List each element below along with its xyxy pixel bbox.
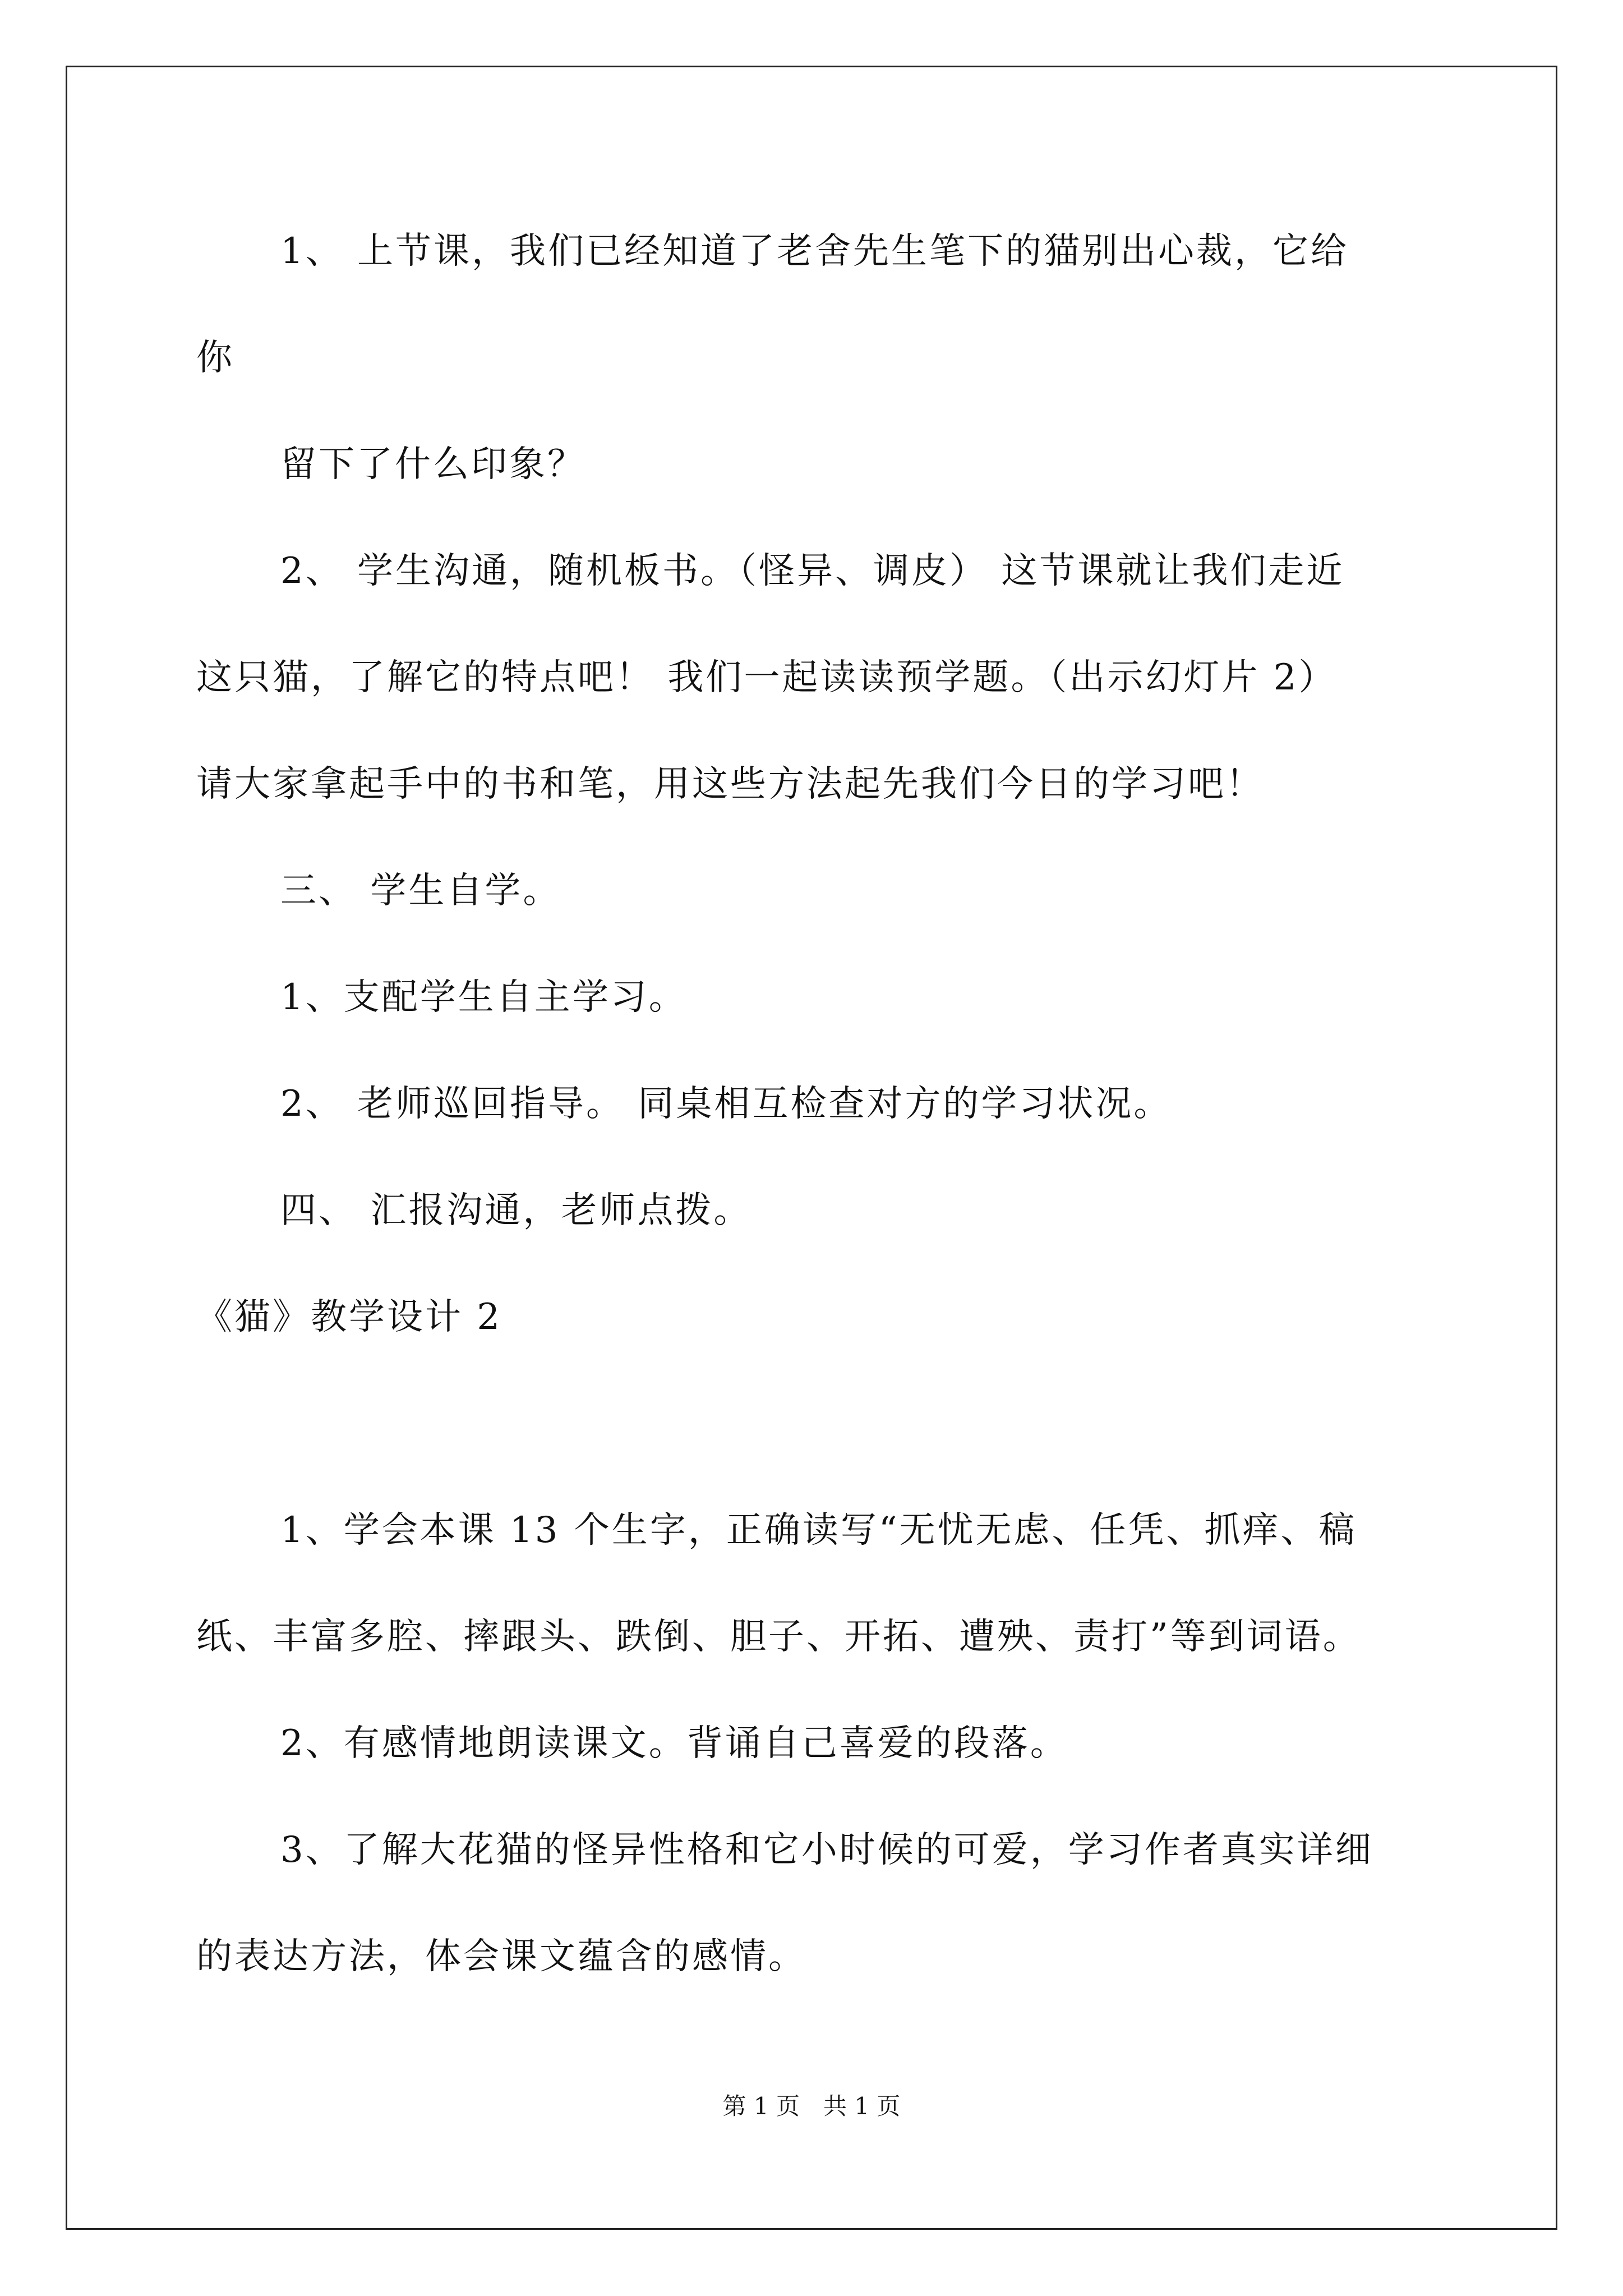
text-line-11: 1、学会本课 13 个生字，正确读写“无忧无虑、任凭、抓痒、稿 bbox=[280, 1510, 1357, 1551]
text-line-15: 的表达方法，体会课文蕴含的感情。 bbox=[196, 1936, 806, 1977]
text-line-9: 2、 老师巡回指导。 同桌相互检查对方的学习状况。 bbox=[280, 1083, 1172, 1125]
text-line-6: 请大家拿起手中的书和笔，用这些方法起先我们今日的学习吧！ bbox=[196, 763, 1264, 805]
section-heading: 《猫》教学设计 2 bbox=[196, 1296, 502, 1338]
page-number-footer: 第 1 页 共 1 页 bbox=[722, 2092, 901, 2120]
text-line-10: 四、 汇报沟通，老师点拨。 bbox=[280, 1190, 752, 1231]
text-line-1: 1、 上节课，我们已经知道了老舍先生笔下的猫别出心裁，它给 bbox=[280, 231, 1349, 272]
text-line-4: 2、 学生沟通，随机板书。（怪异、调皮） 这节课就让我们走近 bbox=[280, 550, 1345, 592]
text-line-2: 你 bbox=[196, 337, 234, 379]
text-line-3: 留下了什么印象？ bbox=[280, 444, 585, 485]
text-line-7: 三、 学生自学。 bbox=[280, 870, 561, 912]
text-line-5: 这只猫，了解它的特点吧！ 我们一起读读预学题。（出示幻灯片 2） bbox=[196, 657, 1337, 698]
text-line-13: 2、有感情地朗读课文。背诵自己喜爱的段落。 bbox=[280, 1723, 1068, 1764]
text-line-8: 1、支配学生自主学习。 bbox=[280, 977, 687, 1018]
text-line-12: 纸、丰富多腔、摔跟头、跌倒、胆子、开拓、遭殃、责打”等到词语。 bbox=[196, 1616, 1361, 1658]
page-border bbox=[66, 66, 1557, 2230]
text-line-14: 3、了解大花猫的怪异性格和它小时候的可爱，学习作者真实详细 bbox=[280, 1829, 1373, 1871]
